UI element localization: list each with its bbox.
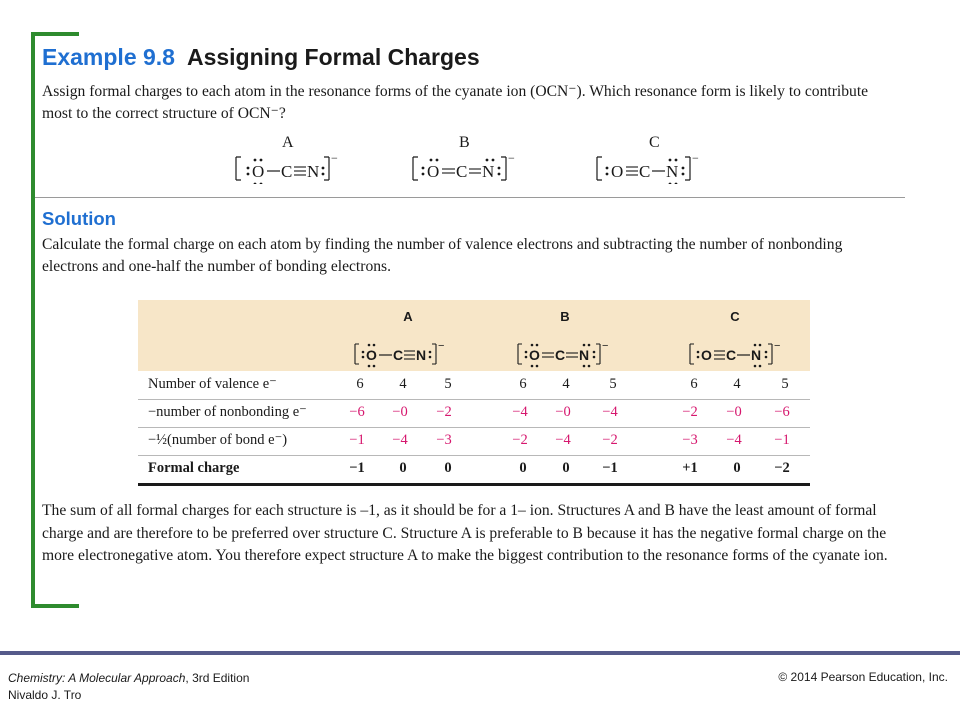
- ion-charge: −: [602, 340, 609, 352]
- column-header-c: C: [730, 309, 740, 324]
- resonance-structures: [0, 134, 960, 184]
- frame-bracket-bottom: [31, 604, 79, 608]
- table-structure-drawings: [138, 300, 810, 371]
- table-cell: 0: [444, 460, 452, 476]
- atom-o: O: [701, 347, 712, 363]
- table-cell: −4: [555, 432, 571, 448]
- table-row-nonbonding: [138, 399, 810, 428]
- table-cell: −1: [349, 432, 365, 448]
- table-cell: 4: [399, 376, 407, 392]
- table-cell: −2: [682, 404, 698, 420]
- frame-bracket-side: [31, 32, 35, 608]
- table-cell: 5: [444, 376, 452, 392]
- table-cell: −4: [512, 404, 528, 420]
- example-label: Example 9.8: [42, 44, 175, 70]
- structure-label-c: C: [649, 134, 660, 151]
- table-cell: −2: [436, 404, 452, 420]
- row-label: −½(number of bond e⁻): [148, 432, 288, 448]
- table-cell: −2: [512, 432, 528, 448]
- row-label: −number of nonbonding e⁻: [148, 404, 307, 420]
- section-divider: [35, 197, 905, 198]
- table-cell: 6: [690, 376, 698, 392]
- copyright-notice: © 2014 Pearson Education, Inc.: [778, 670, 948, 684]
- atom-c: C: [456, 162, 468, 181]
- table-cell: +1: [682, 460, 698, 476]
- question-text: Assign formal charges to each atom in the resonance forms of the cyanate ion (OCN⁻). Which resonance form is likely to contribute most to the correct structure of OCN⁻?: [42, 83, 869, 122]
- table-cell: −6: [349, 404, 365, 420]
- table-cell: −1: [349, 460, 365, 476]
- table-cell: −4: [726, 432, 742, 448]
- table-cell: −0: [555, 404, 571, 420]
- solution-heading: Solution: [42, 208, 116, 229]
- solution-text: Calculate the formal charge on each atom by finding the number of valence electrons and subtracting the number of nonbonding electrons and one-half the number of bonding electrons.: [42, 236, 843, 275]
- frame-bracket-top: [31, 32, 79, 36]
- row-label: Number of valence e⁻: [148, 376, 277, 392]
- table-row-bond: [138, 427, 810, 456]
- atom-c: C: [726, 347, 737, 363]
- table-cell: −0: [726, 404, 742, 420]
- atom-c: C: [393, 347, 404, 363]
- atom-o: O: [252, 162, 265, 181]
- atom-o: O: [611, 162, 624, 181]
- table-body: [138, 371, 810, 483]
- table-cell: −1: [602, 460, 618, 476]
- formal-charge-table: [138, 300, 810, 483]
- structure-a: [236, 151, 338, 184]
- table-row-valence: [138, 371, 810, 400]
- structure-label-b: B: [459, 134, 470, 151]
- table-cell: 4: [733, 376, 741, 392]
- ion-charge: −: [331, 151, 338, 165]
- table-cell: −2: [602, 432, 618, 448]
- atom-o: O: [366, 347, 377, 363]
- structure-b: [413, 151, 515, 181]
- table-cell: −6: [774, 404, 790, 420]
- table-cell: −4: [602, 404, 618, 420]
- table-cell: 4: [562, 376, 570, 392]
- atom-o: O: [427, 162, 440, 181]
- atom-o: O: [529, 347, 540, 363]
- book-edition: , 3rd Edition: [185, 671, 250, 685]
- footer-divider: [0, 651, 960, 655]
- slide-title: [42, 44, 480, 71]
- column-header-a: A: [403, 309, 413, 324]
- ion-charge: −: [774, 340, 781, 352]
- table-cell: 6: [519, 376, 527, 392]
- book-title: Chemistry: A Molecular Approach: [8, 671, 186, 685]
- table-cell: 6: [356, 376, 364, 392]
- table-cell: 5: [609, 376, 617, 392]
- table-cell: −4: [392, 432, 408, 448]
- ion-charge: −: [508, 151, 515, 165]
- table-cell: 5: [781, 376, 789, 392]
- table-cell: 0: [399, 460, 407, 476]
- summary-text: The sum of all formal charges for each structure is –1, as it should be for a 1– ion. Structures A and B have the least amount of formal charge and are therefore to be preferred over structure C. Structure A is preferable to B because it has the negative formal charge on the more electronegative atom. You therefore expect structure A to make the biggest contribution to the resonance forms of the cyanate ion.: [42, 502, 888, 565]
- atom-n: N: [666, 162, 679, 181]
- atom-n: N: [482, 162, 495, 181]
- column-header-b: B: [560, 309, 570, 324]
- ion-charge: −: [692, 151, 699, 165]
- atom-n: N: [579, 347, 590, 363]
- table-cell: −3: [682, 432, 698, 448]
- atom-c: C: [281, 162, 293, 181]
- table-cell: −2: [774, 460, 790, 476]
- table-cell: −0: [392, 404, 408, 420]
- book-author: Nivaldo J. Tro: [8, 688, 82, 702]
- ion-charge: −: [438, 340, 445, 352]
- table-cell: 0: [562, 460, 570, 476]
- atom-n: N: [307, 162, 320, 181]
- table-header: [138, 300, 810, 371]
- atom-n: N: [416, 347, 427, 363]
- table-cell: 0: [733, 460, 741, 476]
- title-text: Assigning Formal Charges: [186, 44, 480, 70]
- row-label: Formal charge: [148, 460, 240, 476]
- structure-drawings: [0, 134, 960, 184]
- table-cell: −3: [436, 432, 452, 448]
- table-structure-c: [690, 340, 780, 367]
- atom-n: N: [751, 347, 762, 363]
- footer-citation: [8, 670, 249, 704]
- atom-c: C: [555, 347, 566, 363]
- atom-c: C: [639, 162, 651, 181]
- table-structure-b: [518, 340, 608, 367]
- table-cell: −1: [774, 432, 790, 448]
- table-structure-a: [355, 340, 444, 367]
- table-row-formal-charge: [138, 455, 810, 486]
- structure-label-a: A: [282, 134, 294, 151]
- structure-c: [597, 151, 699, 184]
- table-cell: 0: [519, 460, 527, 476]
